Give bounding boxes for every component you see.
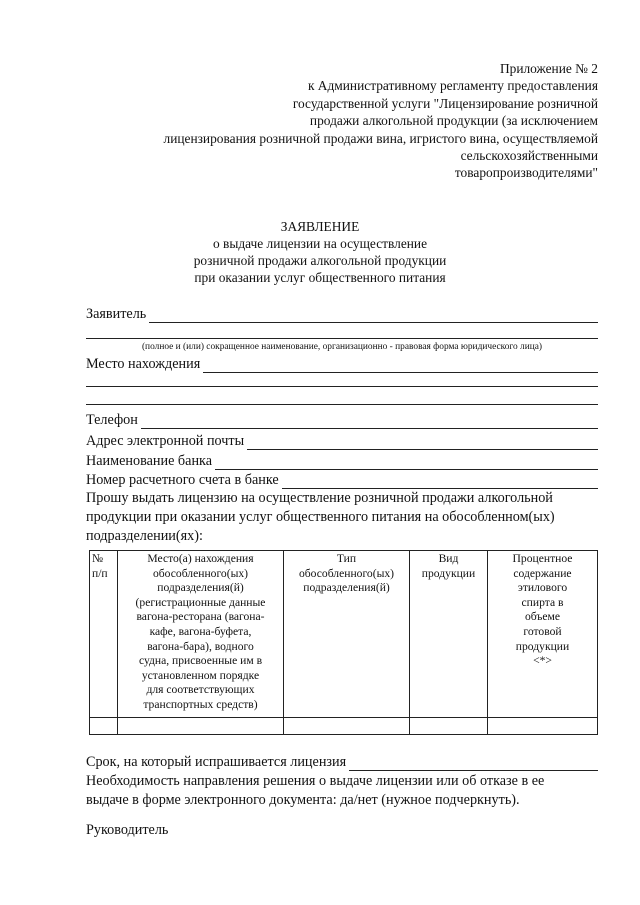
- title-line: при оказании услуг общественного питания: [194, 270, 446, 285]
- title-line: розничной продажи алкогольной продукции: [193, 253, 447, 268]
- electronic-paragraph: [86, 772, 606, 810]
- title-line: о выдаче лицензии на осуществление: [212, 236, 428, 251]
- applicant-input-line-2[interactable]: [86, 338, 598, 339]
- term-label: Срок, на который испрашивается лицензия: [86, 754, 347, 770]
- term-input-line[interactable]: [349, 757, 598, 771]
- electronic-line: Необходимость направления решения о выдаче лицензии или об отказе в ее: [86, 773, 545, 789]
- table-cell[interactable]: [284, 718, 410, 735]
- document-title: [0, 218, 640, 286]
- location-label: Место нахождения: [86, 356, 201, 372]
- appendix-note: [78, 60, 598, 182]
- location-field: [86, 356, 598, 373]
- table-cell[interactable]: [90, 718, 118, 735]
- appendix-line: Приложение № 2: [499, 61, 598, 76]
- location-input-line-3[interactable]: [86, 404, 598, 405]
- bank-input-line[interactable]: [215, 456, 598, 470]
- request-paragraph: [86, 489, 606, 546]
- appendix-line: товаропроизводителями": [454, 165, 598, 181]
- signature-label: Руководитель: [86, 822, 169, 838]
- location-input-line[interactable]: [203, 359, 598, 373]
- applicant-field: [86, 306, 598, 323]
- table-header-row: [90, 551, 598, 718]
- request-line: подразделении(ях):: [86, 528, 203, 544]
- term-field: [86, 754, 598, 771]
- table-row: [90, 718, 598, 735]
- phone-input-line[interactable]: [141, 415, 598, 429]
- bank-field: [86, 453, 598, 470]
- email-field: [86, 433, 598, 450]
- request-line: Прошу выдать лицензию на осуществление розничной продажи алкогольной: [86, 490, 553, 506]
- header-product-kind: Вид продукции: [410, 551, 488, 718]
- account-field: [86, 472, 598, 489]
- email-label: Адрес электронной почты: [86, 433, 245, 449]
- header-number: № п/п: [90, 551, 118, 718]
- appendix-line: лицензирования розничной продажи вина, игристого вина, осуществляемой: [163, 130, 598, 146]
- table-cell[interactable]: [488, 718, 598, 735]
- subdivisions-table: [89, 550, 598, 735]
- phone-label: Телефон: [86, 412, 138, 428]
- phone-field: [86, 412, 598, 429]
- table-cell[interactable]: [410, 718, 488, 735]
- appendix-line: продажи алкогольной продукции (за исключением: [309, 113, 598, 129]
- title-heading: ЗАЯВЛЕНИЕ: [280, 219, 360, 234]
- applicant-input-line[interactable]: [149, 309, 598, 323]
- header-alcohol-percent: Процентное содержание этилового спирта в объеме готовой продукции <*>: [488, 551, 598, 718]
- table-cell[interactable]: [118, 718, 284, 735]
- email-input-line[interactable]: [247, 436, 598, 450]
- electronic-line: выдаче в форме электронного документа: да/нет (нужное подчеркнуть).: [86, 792, 520, 808]
- header-type: Тип обособленного(ых) подразделения(й): [284, 551, 410, 718]
- request-line: продукции при оказании услуг общественного питания на обособленном(ых): [86, 509, 555, 525]
- appendix-line: государственной услуги "Лицензирование розничной: [292, 95, 598, 111]
- location-input-line-2[interactable]: [86, 386, 598, 387]
- appendix-line: сельскохозяйственными: [460, 148, 598, 164]
- header-location: Место(а) нахождения обособленного(ых) подразделения(й) (регистрационные данные вагона-ресторана (вагона- кафе, вагона-буфета, вагона-бара), водного судна, присвоенные им в установленном порядке для соответствующих транспортных средств): [118, 551, 284, 718]
- bank-label: Наименование банка: [86, 453, 213, 469]
- applicant-label: Заявитель: [86, 306, 147, 322]
- account-input-line[interactable]: [282, 475, 598, 489]
- appendix-line: к Административному регламенту предоставления: [307, 78, 598, 94]
- applicant-hint: (полное и (или) сокращенное наименование, организационно - правовая форма юридического лица): [141, 342, 543, 352]
- account-label: Номер расчетного счета в банке: [86, 472, 279, 488]
